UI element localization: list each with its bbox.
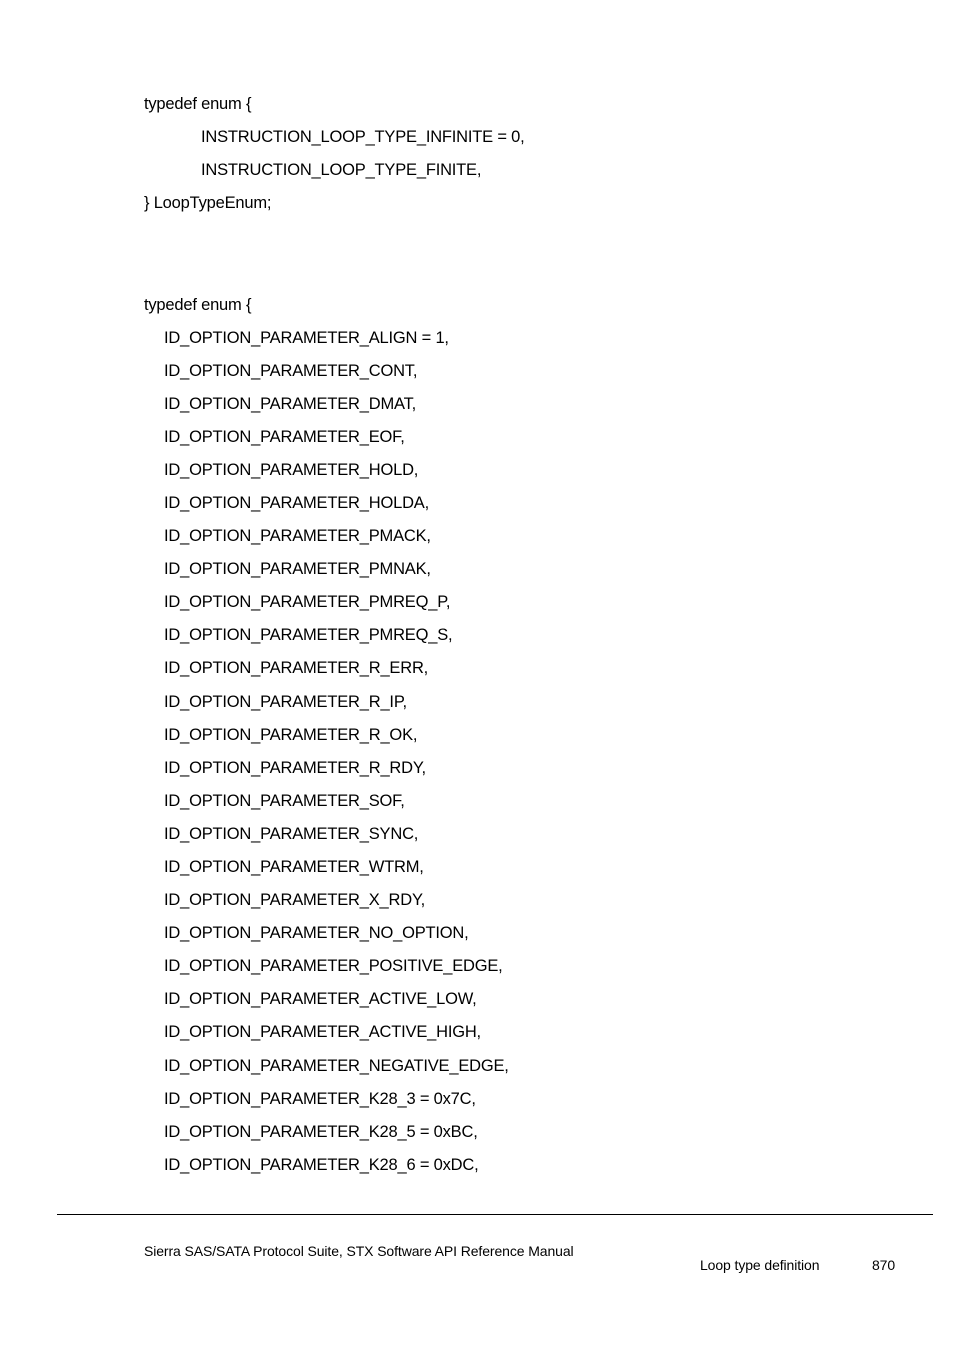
option-enum-member: ID_OPTION_PARAMETER_CONT,: [164, 362, 418, 380]
footer-manual-title: Sierra SAS/SATA Protocol Suite, STX Software API Reference Manual: [144, 1243, 574, 1259]
option-enum-member: ID_OPTION_PARAMETER_WTRM,: [164, 858, 424, 876]
option-enum-member: ID_OPTION_PARAMETER_R_OK,: [164, 726, 418, 744]
option-enum-member: ID_OPTION_PARAMETER_PMREQ_S,: [164, 626, 453, 644]
option-enum-member: ID_OPTION_PARAMETER_ACTIVE_LOW,: [164, 990, 477, 1008]
option-enum-member: ID_OPTION_PARAMETER_X_RDY,: [164, 891, 426, 909]
option-enum-member: ID_OPTION_PARAMETER_PMNAK,: [164, 560, 431, 578]
option-enum-member: ID_OPTION_PARAMETER_K28_5 = 0xBC,: [164, 1123, 478, 1141]
option-enum-member: ID_OPTION_PARAMETER_NO_OPTION,: [164, 924, 469, 942]
option-enum-member: ID_OPTION_PARAMETER_HOLDA,: [164, 494, 429, 512]
option-enum-member: ID_OPTION_PARAMETER_K28_6 = 0xDC,: [164, 1156, 479, 1174]
option-enum-member: ID_OPTION_PARAMETER_K28_3 = 0x7C,: [164, 1090, 476, 1108]
option-enum-member: ID_OPTION_PARAMETER_R_IP,: [164, 693, 407, 711]
option-enum-member: ID_OPTION_PARAMETER_PMREQ_P,: [164, 593, 451, 611]
option-enum-member: ID_OPTION_PARAMETER_EOF,: [164, 428, 405, 446]
option-enum-member: ID_OPTION_PARAMETER_R_RDY,: [164, 759, 426, 777]
option-enum-member: ID_OPTION_PARAMETER_PMACK,: [164, 527, 431, 545]
option-enum-member: ID_OPTION_PARAMETER_SYNC,: [164, 825, 419, 843]
footer-divider: [57, 1214, 933, 1215]
option-enum-member: ID_OPTION_PARAMETER_HOLD,: [164, 461, 419, 479]
footer-page-number: 870: [872, 1257, 896, 1273]
loop-enum-member: INSTRUCTION_LOOP_TYPE_FINITE,: [201, 161, 482, 179]
option-enum-member: ID_OPTION_PARAMETER_POSITIVE_EDGE,: [164, 957, 503, 975]
option-enum-member: ID_OPTION_PARAMETER_R_ERR,: [164, 659, 429, 677]
option-enum-member: ID_OPTION_PARAMETER_NEGATIVE_EDGE,: [164, 1057, 509, 1075]
loop-enum-open: typedef enum {: [144, 95, 252, 113]
option-enum-member: ID_OPTION_PARAMETER_SOF,: [164, 792, 405, 810]
footer-section-name: Loop type definition: [700, 1257, 820, 1273]
option-enum-open: typedef enum {: [144, 296, 252, 314]
option-enum-member: ID_OPTION_PARAMETER_ALIGN = 1,: [164, 329, 449, 347]
loop-enum-close: } LoopTypeEnum;: [144, 194, 272, 212]
option-enum-member: ID_OPTION_PARAMETER_DMAT,: [164, 395, 417, 413]
loop-enum-member: INSTRUCTION_LOOP_TYPE_INFINITE = 0,: [201, 128, 525, 146]
option-enum-member: ID_OPTION_PARAMETER_ACTIVE_HIGH,: [164, 1023, 481, 1041]
